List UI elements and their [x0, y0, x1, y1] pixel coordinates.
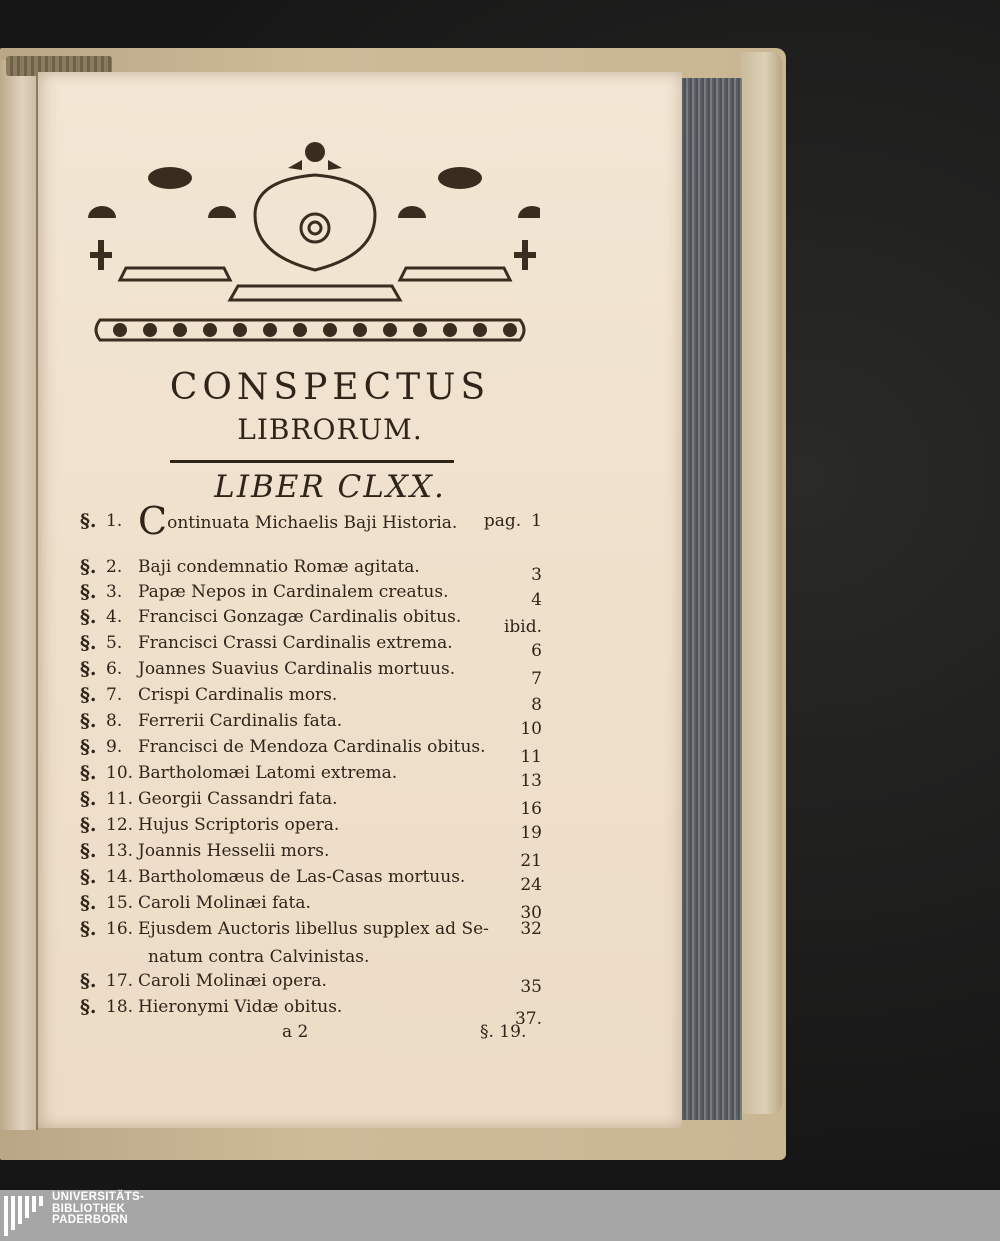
contents-entry: [80, 890, 548, 923]
entry-number: 2.: [106, 557, 123, 577]
page-value: 1: [531, 511, 542, 531]
contents-entry: [80, 604, 548, 637]
cover-edge: [740, 52, 782, 1114]
page-value: 21: [520, 851, 542, 871]
entry-title: [138, 760, 397, 786]
library-logo-icon: [2, 1194, 46, 1238]
contents-entry: [80, 554, 548, 585]
contents-entry: [80, 499, 548, 543]
page-value: 35: [520, 977, 542, 997]
signature-mark: a 2: [282, 1022, 309, 1042]
section-mark: §.: [80, 658, 97, 680]
entry-number: 12.: [106, 815, 134, 835]
entry-title: [138, 968, 327, 994]
page-value: 32: [520, 919, 542, 939]
entry-number: 6.: [106, 659, 123, 679]
entry-number: 18.: [106, 997, 134, 1017]
entry-text: Ejusdem Auctoris libellus supplex ad Se-: [138, 919, 489, 939]
entry-title: [138, 604, 461, 630]
title-rule: [170, 460, 454, 463]
entry-text: Caroli Molinæi fata.: [138, 893, 311, 913]
contents-entry: [80, 864, 548, 895]
entry-title: [138, 656, 455, 682]
contents-entry: [80, 916, 548, 942]
section-mark: §.: [80, 581, 97, 603]
entry-title: [138, 786, 337, 812]
entry-title: [138, 812, 339, 838]
entry-text: Papæ Nepos in Cardinalem creatus.: [138, 582, 449, 602]
section-mark: §.: [80, 684, 97, 706]
section-mark: §.: [80, 606, 97, 628]
page-subtitle: LIBRORUM.: [237, 413, 423, 446]
contents-entry: [80, 630, 548, 661]
entry-text: Hujus Scriptoris opera.: [138, 815, 340, 835]
entry-title: [138, 838, 329, 864]
page-prefix: pag.: [483, 511, 522, 531]
entry-title: [138, 499, 458, 543]
entry-title: [138, 554, 420, 580]
page-value: 3: [531, 565, 542, 585]
logo-line: PADERBORN: [52, 1214, 128, 1226]
section-mark: §.: [80, 710, 97, 732]
entry-text: Francisci Gonzagæ Cardinalis obitus.: [138, 607, 462, 627]
page-value: 37.: [514, 1009, 542, 1029]
catchword: §. 19.: [480, 1022, 527, 1042]
entry-number: 4.: [106, 607, 123, 627]
entry-number: 7.: [106, 685, 123, 705]
section-mark: §.: [80, 892, 97, 914]
entry-text: Bartholomæi Latomi extrema.: [138, 763, 398, 783]
entry-number: 17.: [106, 971, 134, 991]
section-mark: §.: [80, 762, 97, 784]
entry-text: Francisci de Mendoza Cardinalis obitus.: [138, 737, 486, 757]
section-mark: §.: [80, 510, 97, 532]
page-value: 30: [520, 903, 542, 923]
entry-title: [138, 630, 453, 656]
entry-number: 8.: [106, 711, 123, 731]
page-title: CONSPECTUS: [169, 367, 491, 408]
entry-title: [138, 579, 449, 605]
entry-number: 11.: [106, 789, 134, 809]
page-number: [484, 508, 542, 534]
section-mark: §.: [80, 632, 97, 654]
page-value: 19: [520, 823, 542, 843]
entry-title: [138, 682, 337, 708]
left-page-edge: [0, 60, 38, 1130]
contents-entry: [80, 708, 548, 739]
section-mark: §.: [80, 996, 97, 1018]
section-mark: §.: [80, 556, 97, 578]
page-value: 24: [520, 875, 542, 895]
entry-number: 14.: [106, 867, 134, 887]
section-mark: §.: [80, 788, 97, 810]
library-footer: [0, 1190, 1000, 1241]
entry-number: 15.: [106, 893, 134, 913]
section-mark: §.: [80, 970, 97, 992]
entry-title: [138, 890, 311, 916]
entry-number: 13.: [106, 841, 134, 861]
entry-title: [138, 994, 342, 1020]
entry-text: Joannis Hesselii mors.: [138, 841, 330, 861]
contents-entry: [80, 994, 548, 1029]
entry-number: 16.: [106, 919, 134, 939]
contents-entry: [80, 579, 548, 610]
liber-heading: LIBER CLXX.: [214, 469, 446, 505]
entry-16-continuation: natum contra Calvinistas.: [148, 947, 370, 967]
entry-number: 5.: [106, 633, 123, 653]
page-number: [520, 916, 542, 942]
logo-line: BIBLIOTHEK: [52, 1202, 126, 1215]
contents-entry: [80, 656, 548, 689]
section-mark: §.: [80, 840, 97, 862]
section-mark: §.: [80, 918, 97, 940]
entry-text: Francisci Crassi Cardinalis extrema.: [138, 633, 453, 653]
entry-title: [138, 916, 489, 942]
page-value: 6: [531, 641, 542, 661]
entry-text: Joannes Suavius Cardinalis mortuus.: [138, 659, 456, 679]
entry-text: Ferrerii Cardinalis fata.: [138, 711, 343, 731]
contents-entry: [80, 734, 548, 767]
contents-entry: [80, 968, 548, 997]
entry-text: Crispi Cardinalis mors.: [138, 685, 338, 705]
headpiece-ornament: [80, 130, 540, 355]
entry-text: Baji condemnatio Romæ agitata.: [138, 557, 420, 577]
entry-number: 10.: [106, 763, 134, 783]
page-value: 4: [531, 590, 542, 610]
entry-text: Georgii Cassandri fata.: [138, 789, 338, 809]
contents-entry: [80, 760, 548, 791]
page-value: 13: [520, 771, 542, 791]
entry-text: Caroli Molinæi opera.: [138, 971, 327, 991]
page-value: 16: [520, 799, 542, 819]
section-mark: §.: [80, 866, 97, 888]
page-value: 7: [531, 669, 542, 689]
page-fore-edge: [676, 78, 742, 1120]
contents-entry: [80, 812, 548, 843]
entry-title: [138, 734, 486, 760]
section-mark: §.: [80, 736, 97, 758]
entry-number: 9.: [106, 737, 123, 757]
entry-number: 3.: [106, 582, 123, 602]
drop-cap: C: [138, 499, 168, 543]
contents-entry: [80, 786, 548, 819]
page-value: ibid.: [503, 617, 542, 637]
page-value: 11: [520, 747, 542, 767]
page-value: 8: [531, 695, 542, 715]
entry-number: 1.: [106, 511, 123, 531]
section-mark: §.: [80, 814, 97, 836]
entry-text: Bartholomæus de Las-Casas mortuus.: [138, 867, 466, 887]
entry-title: [138, 864, 465, 890]
entry-text: ontinuata Michaelis Baji Historia.: [167, 513, 458, 533]
logo-line: UNIVERSITÄTS-: [52, 1191, 145, 1203]
entry-text: Hieronymi Vidæ obitus.: [138, 997, 343, 1017]
contents-entry: [80, 838, 548, 871]
page-value: 10: [520, 719, 542, 739]
contents-entry: [80, 682, 548, 715]
library-logo-text: [52, 1192, 144, 1227]
entry-title: [138, 708, 342, 734]
